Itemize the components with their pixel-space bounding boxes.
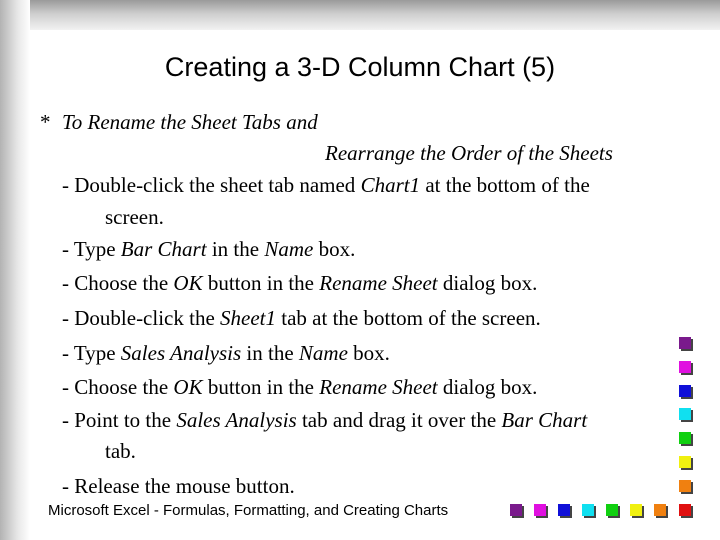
decor-square-orange — [679, 480, 691, 492]
step-text: dialog box. — [437, 375, 538, 399]
step-text: - Type — [62, 237, 121, 261]
step-text: - Double-click the sheet tab named — [62, 173, 361, 197]
step-line — [62, 473, 295, 499]
step-text: - Double-click the — [62, 306, 221, 330]
emphasized-term: OK — [173, 375, 203, 399]
step-text: screen. — [105, 205, 164, 229]
decor-square-yellow — [630, 504, 642, 516]
step-text: - Point to the — [62, 408, 177, 432]
step-text: tab at the bottom of the screen. — [276, 306, 541, 330]
slide-title: Creating a 3-D Column Chart (5) — [164, 52, 556, 82]
step-text: at the bottom of the — [420, 173, 590, 197]
emphasized-term: Rename Sheet — [319, 375, 438, 399]
decor-square-magenta — [679, 361, 691, 373]
decor-square-yellow — [679, 456, 691, 468]
step-text: box. — [347, 341, 390, 365]
emphasized-term: Bar Chart — [501, 408, 588, 432]
decor-square-blue — [558, 504, 570, 516]
step-line — [62, 236, 355, 262]
step-text: tab and drag it over the — [296, 408, 502, 432]
step-text: - Choose the — [62, 271, 174, 295]
heading-line-2: Rearrange the Order of the Sheets — [325, 141, 613, 165]
emphasized-term: OK — [173, 271, 203, 295]
step-line — [105, 204, 164, 230]
slide-footer: Microsoft Excel - Formulas, Formatting, and Creating Charts — [48, 502, 449, 519]
step-text: - Choose the — [62, 375, 174, 399]
decor-square-blue — [679, 385, 691, 397]
step-text: button in the — [202, 271, 320, 295]
decor-square-purple — [679, 337, 691, 349]
step-text: in the — [206, 237, 265, 261]
step-line — [62, 407, 587, 433]
step-line — [62, 305, 541, 331]
step-line — [105, 438, 136, 464]
decor-square-green — [606, 504, 618, 516]
decor-square-magenta — [534, 504, 546, 516]
step-text: dialog box. — [437, 271, 538, 295]
step-line — [62, 172, 590, 198]
step-line — [62, 270, 537, 296]
step-text: in the — [241, 341, 299, 365]
emphasized-term: Sheet1 — [220, 306, 277, 330]
emphasized-term: Chart1 — [360, 173, 421, 197]
emphasized-term: Bar Chart — [120, 237, 207, 261]
step-text: button in the — [202, 375, 320, 399]
step-text: - Type — [62, 341, 121, 365]
decor-square-red — [679, 504, 691, 516]
decor-square-cyan — [679, 408, 691, 420]
step-text: box. — [313, 237, 356, 261]
decor-square-cyan — [582, 504, 594, 516]
step-text: - Release the mouse button. — [62, 474, 295, 498]
decor-square-purple — [510, 504, 522, 516]
decor-square-orange — [654, 504, 666, 516]
emphasized-term: Sales Analysis — [176, 408, 297, 432]
step-line — [62, 374, 537, 400]
emphasized-term: Name — [264, 237, 314, 261]
decor-square-green — [679, 432, 691, 444]
bullet-marker: * — [40, 110, 51, 134]
emphasized-term: Rename Sheet — [319, 271, 438, 295]
emphasized-term: Name — [298, 341, 348, 365]
step-text: tab. — [105, 439, 136, 463]
emphasized-term: Sales Analysis — [120, 341, 242, 365]
step-line — [62, 340, 390, 366]
heading-line-1: To Rename the Sheet Tabs and — [62, 110, 318, 134]
